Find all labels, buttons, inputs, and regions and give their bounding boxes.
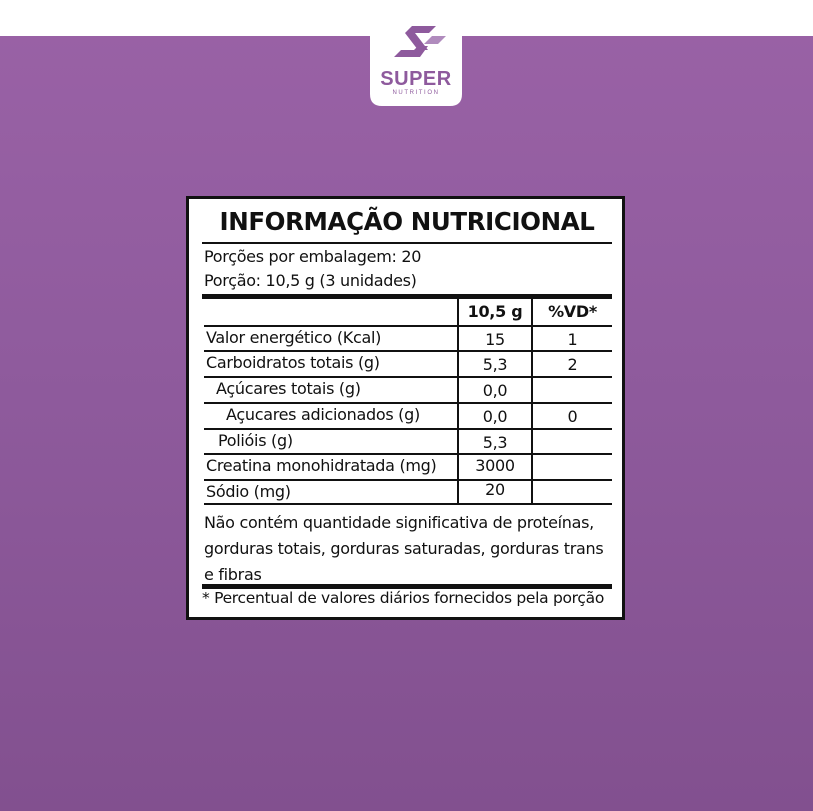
nutrient-amount: 15 [485,330,505,349]
nutrient-daily-value [533,378,612,403]
nutrient-daily-value [533,477,612,502]
nutrient-name: Carboidratos totais (g) [206,353,380,372]
logo-nutrition-text: NUTRITION [392,90,440,96]
nutrient-daily-value: 2 [567,355,578,374]
nutrient-amount: 0,0 [482,381,508,400]
nutrient-amount: 0,0 [482,407,508,426]
nutrient-name: Açucares adicionados (g) [226,405,420,424]
daily-value-footnote: * Percentual de valores diários fornecidos pela porção [202,589,605,607]
not-significant-note: Não contém quantidade significativa de proteínas, gorduras totais, gorduras saturadas, gorduras trans e fibras [204,513,604,584]
nutrient-daily-value [533,430,612,455]
nutrient-amount: 3000 [475,456,515,475]
nutrient-amount: 5,3 [482,355,508,374]
nutrient-name: Açúcares totais (g) [216,379,361,398]
nutrient-amount: 5,3 [482,433,508,452]
serving-size: Porção: 10,5 g (3 unidades) [204,271,417,290]
brand-logo [0,0,813,120]
nutrition-facts-panel [186,196,625,620]
nutrient-daily-value: 1 [567,330,578,349]
nutrient-name: Polióis (g) [218,431,293,450]
title-divider [202,242,612,244]
nutrient-daily-value [533,453,612,478]
nutrient-name: Valor energético (Kcal) [206,328,382,347]
logo-super-text: SUPER [380,68,452,90]
panel-title: INFORMAÇÃO NUTRICIONAL [219,207,595,236]
nutrient-name: Creatina monohidratada (mg) [206,456,437,475]
column-header-amount: 10,5 g [467,302,523,321]
nutrient-name: Sódio (mg) [206,482,291,501]
column-header-daily-value: %VD* [548,302,597,321]
nutrient-amount: 20 [485,480,505,499]
nutrient-daily-value: 0 [567,407,578,426]
logo-tab-shape [0,0,813,120]
servings-per-package: Porções por embalagem: 20 [204,247,422,266]
nutrition-table [204,298,612,505]
